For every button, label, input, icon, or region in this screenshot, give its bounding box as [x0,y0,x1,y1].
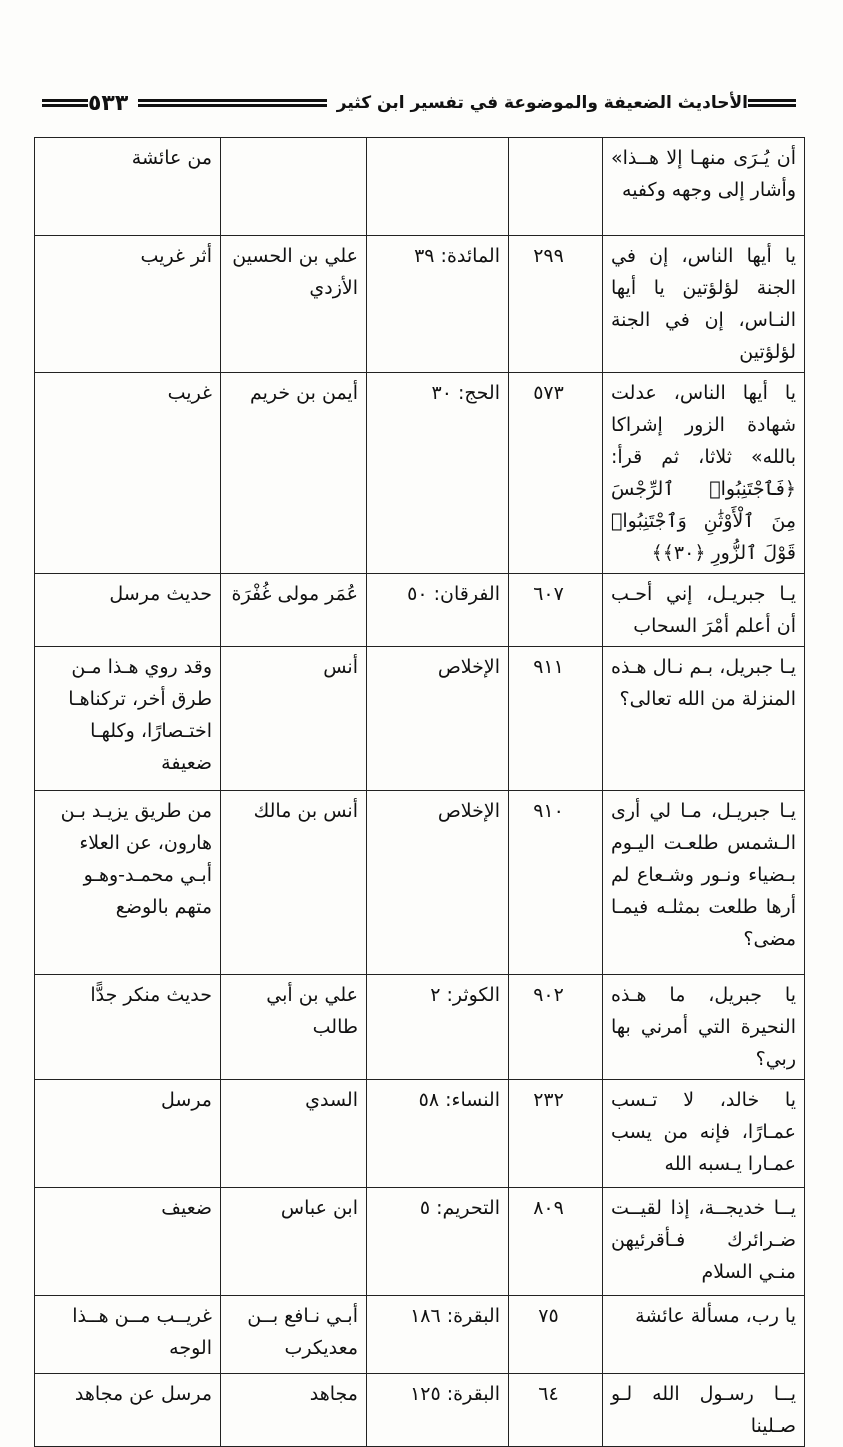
hadith-index-table [34,137,805,1447]
narrator-cell: السدي [221,1080,367,1188]
hadith-number-cell: ٨٠٩ [509,1188,603,1296]
surah-ref-cell: الفرقان: ٥٠ [367,574,509,647]
surah-ref-cell [367,138,509,236]
surah-ref-cell: البقرة: ١٢٥ [367,1374,509,1447]
header-rule-middle [138,99,326,107]
grade-cell: وقد روي هـذا مـن طرق أخر، تركناهـا اختـصارًا، وكلهـا ضعيفة [35,647,221,791]
page-number: ٥٣٣ [88,90,129,116]
hadith-text-cell: يا رب، مسألة عائشة [603,1296,805,1374]
grade-cell: مرسل عن مجاهد [35,1374,221,1447]
hadith-number-cell: ٦٠٧ [509,574,603,647]
header-rule-right [748,99,796,107]
hadith-text-cell: يـا جبريل، بـم نـال هـذه المنزلة من الله تعالى؟ [603,647,805,791]
hadith-text-cell: يا جبريل، ما هـذه النحيرة التي أمرني بها ربي؟ [603,975,805,1080]
surah-ref-cell: التحريم: ٥ [367,1188,509,1296]
hadith-text-cell: يـا جبريـل، إني أحـب أن أعلم أمْرَ السحاب [603,574,805,647]
surah-ref-cell: الكوثر: ٢ [367,975,509,1080]
narrator-cell: أنس بن مالك [221,791,367,975]
grade-cell: غريب [35,373,221,574]
table-row [35,647,805,791]
hadith-text-cell: يا أيها الناس، عدلت شهادة الزور إشراكا بالله» ثلاثا، ثم قرأ: ﴿فَٱجْتَنِبُوا۟ ٱلرِّجْسَ مِنَ ٱلْأَوْثَٰنِ وَٱجْتَنِبُوا۟ قَوْلَ ٱلزُّورِ ﴿٣٠﴾﴾ [603,373,805,574]
running-header [34,88,804,118]
table-row [35,975,805,1080]
table-row [35,373,805,574]
hadith-number-cell: ٩١١ [509,647,603,791]
grade-cell: من عائشة [35,138,221,236]
surah-ref-cell: الإخلاص [367,647,509,791]
grade-cell: أثر غريب [35,236,221,373]
narrator-cell: علي بن الحسين الأزدي [221,236,367,373]
hadith-number-cell [509,138,603,236]
hadith-text-cell: يا أيها الناس، إن في الجنة لؤلؤتين يا أيها النـاس، إن في الجنة لؤلؤتين [603,236,805,373]
hadith-number-cell: ٥٧٣ [509,373,603,574]
grade-cell: حديث منكر جدًّا [35,975,221,1080]
hadith-number-cell: ٦٤ [509,1374,603,1447]
hadith-text-cell: أن يُـرَى منهـا إلا هــذا» وأشار إلى وجهه وكفيه [603,138,805,236]
grade-cell: من طريق يزيـد بـن هارون، عن العلاء أبـي محمـد-وهـو متهم بالوضع [35,791,221,975]
hadith-text-cell: يـا جبريـل، مـا لي أرى الـشمس طلعـت اليـوم بـضياء ونـور وشـعاع لم أرها طلعت بمثلـه فيمـا مضى؟ [603,791,805,975]
table-row [35,1374,805,1447]
narrator-cell: عُمَر مولى غُفْرَة [221,574,367,647]
narrator-cell: مجاهد [221,1374,367,1447]
table-row [35,1188,805,1296]
surah-ref-cell: الحج: ٣٠ [367,373,509,574]
grade-cell: ضعيف [35,1188,221,1296]
hadith-number-cell: ٩١٠ [509,791,603,975]
narrator-cell: علي بن أبي طالب [221,975,367,1080]
grade-cell: غريــب مــن هــذا الوجه [35,1296,221,1374]
narrator-cell: ابن عباس [221,1188,367,1296]
table-row [35,1080,805,1188]
table-row [35,1296,805,1374]
grade-cell: حديث مرسل [35,574,221,647]
surah-ref-cell: الإخلاص [367,791,509,975]
narrator-cell: أنس [221,647,367,791]
hadith-text-cell: يــا رسـول الله لـو صـلينا [603,1374,805,1447]
hadith-number-cell: ٩٠٢ [509,975,603,1080]
hadith-text-cell: يا خالد، لا تـسب عمـارًا، فإنه من يسب عمـارا يـسبه الله [603,1080,805,1188]
table-row [35,236,805,373]
hadith-number-cell: ٢٩٩ [509,236,603,373]
surah-ref-cell: المائدة: ٣٩ [367,236,509,373]
table-row [35,574,805,647]
table-row [35,791,805,975]
header-rule-left [42,99,88,107]
running-title: الأحاديث الضعيفة والموضوعة في تفسير ابن كثير [336,93,748,113]
grade-cell: مرسل [35,1080,221,1188]
table-row [35,138,805,236]
hadith-number-cell: ٧٥ [509,1296,603,1374]
narrator-cell [221,138,367,236]
narrator-cell: أيمن بن خريم [221,373,367,574]
hadith-text-cell: يــا خديجــة، إذا لقيــت ضـرائرك فـأقرئيهن منـي السلام [603,1188,805,1296]
hadith-number-cell: ٢٣٢ [509,1080,603,1188]
narrator-cell: أبـي نـافع بــن معديكرب [221,1296,367,1374]
surah-ref-cell: النساء: ٥٨ [367,1080,509,1188]
surah-ref-cell: البقرة: ١٨٦ [367,1296,509,1374]
